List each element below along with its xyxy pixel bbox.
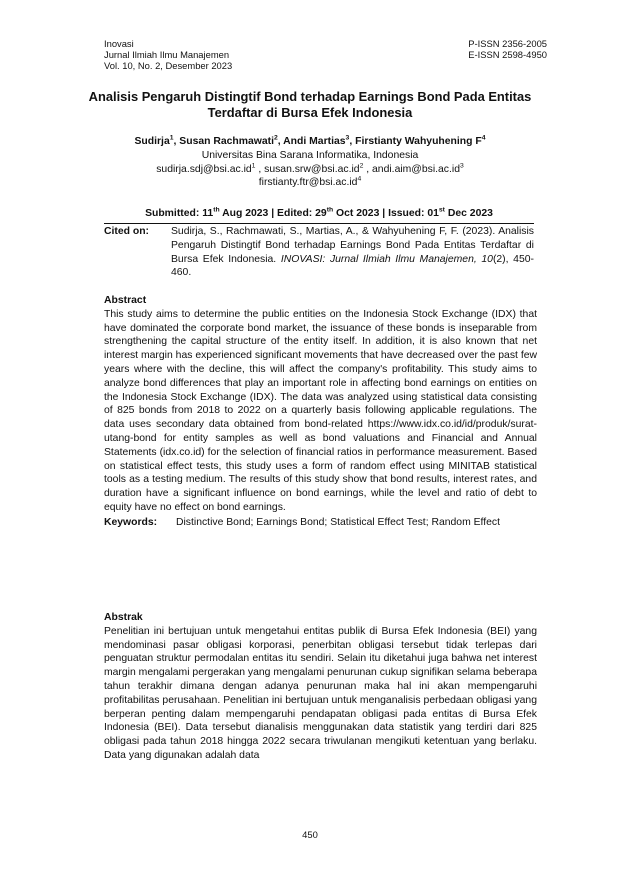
abstrak-section: [104, 611, 537, 763]
journal-subtitle: Jurnal Ilmiah Ilmu Manajemen: [104, 49, 230, 61]
abstract-text: This study aims to determine the public entities on the Indonesia Stock Exchange (IDX) that have dominated the corporate bond market, the issuance of these bonds is inseparable from strengthening the capital structure of the entity itself. In addition, it is also known that net interest margin has experienced significant movements that have decreased over the past few years where with the decline, this will affect the company's profitability. This study aims to analyze bond differences that play an important role in affecting bond earnings on entities on the Indonesia Stock Exchange (IDX). The data was analyzed using statistical data consisting of 825 bonds from 2018 to 2022 on a quarterly basis following applicable regulations. The data uses secondary data obtained from bond-related https://www.idx.co.id/id/produk/surat-utang-bond for entity samples as well as bond valuations and Financial and Annual Statements (idx.co.id) for the selection of financial ratios in performance measurement. Based on statistical effect tests, this study uses a form of random effect using MINITAB statistical tools as a testing medium. The results of this study show that bond results, interest rates, and duration have a significant influence on bond earnings, while the level and ratio of debt to equity have no effect on bond earnings.: [104, 308, 537, 513]
email-link[interactable]: firstianty.ftr@bsi.ac.id: [258, 177, 358, 189]
author-name: Andi Martias: [283, 136, 346, 147]
p-issn: P-ISSN 2356-2005: [468, 38, 547, 49]
paper-title: Analisis Pengaruh Distingtif Bond terhadap Earnings Bond Pada Entitas Terdaftar di Bursa Efek Indonesia: [88, 89, 532, 120]
author-name: Susan Rachmawati: [179, 136, 274, 147]
email-link[interactable]: andi.aim@bsi.ac.id: [372, 163, 460, 175]
citation-text: Sudirja, S., Rachmawati, S., Martias, A., & Wahyuhening F, F. (2023). Analisis Pengaruh Distingtif Bond terhadap Earnings Bond Pada Entitas Terdaftar di Bursa Efek Indonesia. INOVASI: Jurnal Ilmiah Ilmu Manajemen, 10(2), 450-460.: [171, 226, 534, 279]
abstrak-heading: Abstrak: [104, 612, 143, 623]
author-block: Sudirja$^1$, Susan Rachmawati$^2$, Andi Martias$^3$, Firstianty Wahyuhening $F^4$ Universitas Bina Sarana Informatika, Indonesia $sudirja.sdj@bsi.ac.id^1$ , $susan.srw@bsi.ac.id^2$ , $andi.aim@bsi.ac.id^3$ $firstianty.ftr@bsi.ac.id^4$: [80, 135, 540, 190]
journal-header: [104, 38, 232, 72]
abstract-heading: Abstract: [104, 295, 147, 306]
email-link[interactable]: sudirja.sdj@bsi.ac.id: [156, 163, 252, 175]
article-metadata: [104, 207, 534, 280]
citation: [104, 225, 534, 280]
author-emails: $sudirja.sdj@bsi.ac.id^1$ , $susan.srw@bsi.ac.id^2$ , $andi.aim@bsi.ac.id^3$: [156, 162, 464, 175]
abstrak-text: Penelitian ini bertujuan untuk mengetahui entitas publik di Bursa Efek Indonesia (BEI) yang mendominasi pasar obligasi korporasi, penerbitan obligasi tersebut tidak terlepas dari penguatan struktur permodalan entitas itu sendiri. Selain itu diketahui juga bahwa net interest margin mengalami pergerakan yang mengalami penurunan cukup signifikan selama beberapa tahun terakhir dimana dengan adanya penurunan maka hal ini akan mempengaruhi profitabilitas perusahaan. Penelitian ini bertujuan untuk menganalisis perbedaan obligasi yang berperan penting dalam mempengaruhi pendapatan obligasi pada entitas di Bursa Efek Indonesia (BEI). Data tersebut dianalisis menggunakan data statistik yang terdiri dari 825 obligasi pada tahun 2018 hingga 2022 secara triwulanan mengikuti ketentuan yang berlaku. Data yang digunakan adalah data: [104, 625, 537, 761]
email-link[interactable]: susan.srw@bsi.ac.id: [264, 163, 360, 175]
issn-header: [468, 38, 547, 60]
journal-volume: Vol. 10, No. 2, Desember 2023: [104, 60, 233, 72]
author-name: Firstianty Wahyuhening F: [355, 136, 482, 147]
article-dates: Submitted: 11th Aug 2023 | Edited: 29th Oct 2023 | Issued: 01st Dec 2023: [104, 207, 534, 224]
author-name: Sudirja: [134, 136, 170, 147]
citation-label: Cited on:: [104, 226, 150, 237]
journal-name: Inovasi: [104, 38, 134, 49]
abstract-section: [104, 294, 537, 530]
e-issn: E-ISSN 2598-4950: [468, 49, 547, 61]
keywords-text: Distinctive Bond; Earnings Bond; Statistical Effect Test; Random Effect: [176, 516, 501, 528]
page-number: 450: [302, 829, 318, 840]
author-names: Sudirja$^1$, Susan Rachmawati$^2$, Andi Martias$^3$, Firstianty Wahyuhening $F^4$: [134, 134, 486, 147]
keywords-label: Keywords:: [104, 516, 158, 528]
keywords: [104, 516, 537, 530]
affiliation: Universitas Bina Sarana Informatika, Indonesia: [201, 149, 419, 161]
